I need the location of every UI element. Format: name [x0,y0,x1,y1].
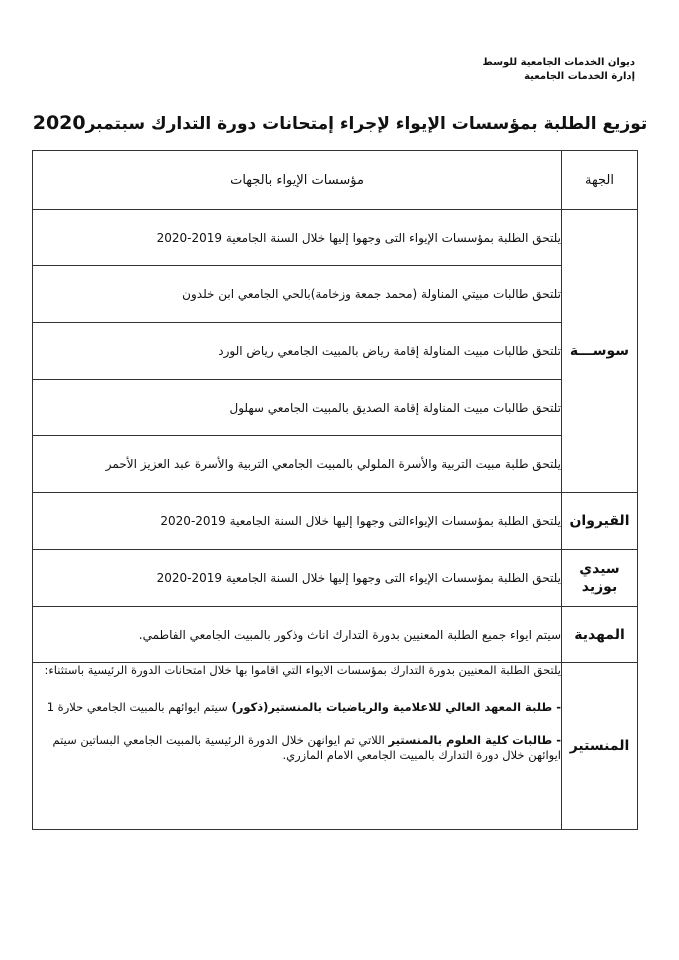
monastir-item-2 [33,733,561,763]
region-kairouan: القيروان [562,493,638,550]
table-header-row [33,151,638,210]
monastir-item-2-rest: اللاتي تم ايوانهن خلال الدورة الرئيسية بالمبيت الجامعي البساتين سيتم ايوائهن خلال دورة التدارك بالمبيت الجامعي الامام المازري. [52,733,561,762]
monastir-item-1-rest: سيتم ايوائهم بالمبيت الجامعي حلارة 1 [46,700,232,714]
region-mahdia: المهدية [562,607,638,663]
mahdia-text: سيتم ايواء جميع الطلبة المعنيين بدورة التدارك اناث وذكور بالمبيت الجامعي الفاطمي. [33,607,562,663]
sousse-row-2: تلتحق طالبات مبيتي المناولة (محمد جمعة وزخامة)بالحي الجامعي ابن خلدون [33,266,562,323]
monastir-cell [33,663,562,830]
region-sidi-bouzid [562,550,638,607]
header-institutions: مؤسسات الإيواء بالجهات [33,151,562,210]
table-row [33,380,638,436]
sidi-bouzid-text: يلتحق الطلبة بمؤسسات الإيواء التى وجهوا إليها خلال السنة الجامعية 2019-2020 [33,550,562,607]
region-sousse: سوســـة [562,210,638,493]
header-region: الجهة [562,151,638,210]
table-row [33,550,638,607]
sousse-row-5: يلتحق طلبة مبيت التربية والأسرة الملولي بالمبيت الجامعي التربية والأسرة عبد العزيز الأحمر [33,436,562,493]
document-title [30,112,650,134]
sidi-bouzid-line-2: بوزيد [581,579,618,595]
org-line-1: ديوان الخدمات الجامعية للوسط [482,57,635,68]
kairouan-text: يلتحق الطلبة بمؤسسات الإيواءالتى وجهوا إليها خلال السنة الجامعية 2019-2020 [33,493,562,550]
sousse-row-3: تلتحق طالبات مبيت المناولة إقامة رياض بالمبيت الجامعي رياض الورد [33,323,562,380]
table-row [33,607,638,663]
distribution-table [32,150,638,830]
sousse-row-1: يلتحق الطلبة بمؤسسات الإيواء التى وجهوا إليها خلال السنة الجامعية 2019-2020 [33,210,562,266]
table-row [33,663,638,830]
table-row [33,266,638,323]
monastir-item-1-bold: - طلبة المعهد العالي للاعلامية والرياضيات بالمنستير(ذكور) [231,700,561,714]
org-line-2: إدارة الخدمات الجامعية [524,71,635,82]
table-row [33,210,638,266]
table-row [33,436,638,493]
region-monastir: المنستير [562,663,638,830]
monastir-item-1 [33,700,561,715]
organization-header [483,56,636,84]
table-row [33,493,638,550]
title-text: توزيع الطلبة بمؤسسات الإيواء لإجراء إمتحانات دورة التدارك سبتمبر [85,114,648,134]
sousse-row-4: تلتحق طالبات مبيت المناولة إقامة الصديق بالمبيت الجامعي سهلول [33,380,562,436]
monastir-intro: يلتحق الطلبة المعنيين بدورة التدارك بمؤسسات الايواء التي اقاموا بها خلال امتحانات الدورة الرئيسية باستثناء: [44,663,561,677]
title-year: 2020 [32,112,86,134]
table-row [33,323,638,380]
sidi-bouzid-line-1: سيدي [579,561,620,577]
monastir-item-2-bold: - طالبات كلية العلوم بالمنستير [388,733,561,747]
